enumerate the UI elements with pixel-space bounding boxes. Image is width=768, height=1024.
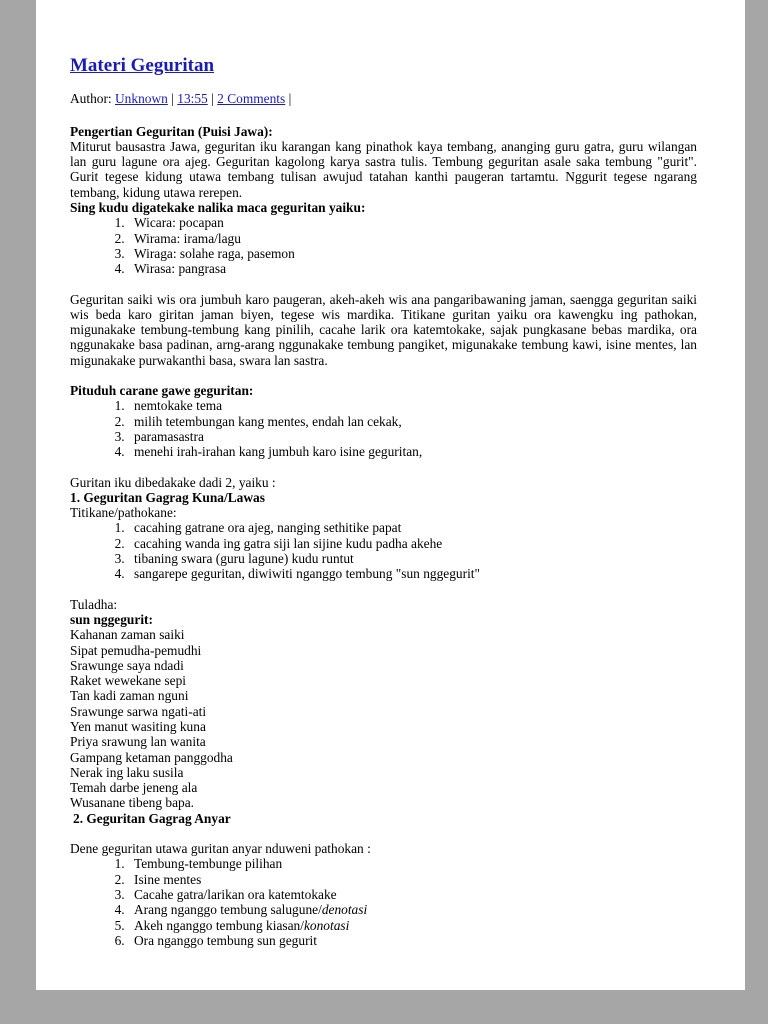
post-time-link[interactable]: 13:55 — [177, 91, 208, 107]
section-heading-gagrag-anyar: 2. Geguritan Gagrag Anyar — [73, 810, 231, 826]
author-name-link[interactable]: Unknown — [115, 91, 168, 107]
list-item-text: Tembung-tembunge pilihan — [134, 856, 283, 872]
titikane-list — [70, 520, 697, 581]
label-tuladha: Tuladha: — [70, 596, 118, 612]
wicara-wirama-list — [70, 215, 697, 276]
list-item-text: nemtokake tema — [134, 398, 223, 414]
list-item — [128, 414, 697, 429]
list-item-text: Wirasa: pangrasa — [134, 261, 227, 277]
list-item-italic: denotasi — [321, 902, 368, 918]
list-item — [128, 856, 697, 871]
list-item-text: paramasastra — [134, 428, 204, 444]
poem-line: Srawunge sarwa ngati-ati — [70, 703, 207, 719]
list-item — [128, 887, 697, 902]
poem-line: Nerak ing laku susila — [70, 764, 184, 780]
section-heading-pituduh: Pituduh carane gawe geguritan: — [70, 383, 254, 399]
list-item — [128, 215, 697, 230]
paragraph-pengertian: Miturut bausastra Jawa, geguritan iku karangan kang pinathok kaya tembang, ananging guru gatra, guru wilangan lan guru lagune ora ajeg. Geguritan kagolong karya sastra tulis. Tembung geguritan asale saka tembung "gurit". Gurit tegese kidung utawa tembang tulisan awujud tatahan kanthi paugeran tartamtu. Nggurit tegese ngarang tembang, kidung utawa rerepen. — [70, 138, 697, 200]
poem-line: Priya srawung lan wanita — [70, 734, 206, 750]
author-separator: | — [171, 91, 174, 107]
list-item — [128, 246, 697, 261]
list-item-italic: konotasi — [303, 917, 350, 933]
section-heading-sing-kudu: Sing kudu digatekake nalika maca geguritan yaiku: — [70, 200, 366, 216]
section-heading-pengertian: Pengertian Geguritan (Puisi Jawa): — [70, 123, 273, 139]
document-page — [36, 0, 745, 990]
list-item-text: Akeh nganggo tembung kiasan/ — [134, 917, 304, 933]
list-item-text: sangarepe geguritan, diwiwiti nganggo tembung "sun nggegurit" — [134, 566, 480, 582]
list-item-text: menehi irah-irahan kang jumbuh karo isine geguritan, — [134, 444, 423, 460]
poem-line: Srawunge saya ndadi — [70, 657, 184, 673]
list-item-text: tibaning swara (guru lagune) kudu runtut — [134, 551, 354, 567]
list-item-text: Ora nganggo tembung sun gegurit — [134, 932, 317, 948]
list-item — [128, 933, 697, 948]
poem-line: Temah darbe jeneng ala — [70, 780, 198, 796]
poem-line: Gampang ketaman panggodha — [70, 749, 233, 765]
list-item — [128, 902, 697, 917]
page-bottom-margin — [0, 990, 768, 1024]
poem-title: sun nggegurit: — [70, 611, 153, 627]
section-heading-gagrag-kuna: 1. Geguritan Gagrag Kuna/Lawas — [70, 489, 265, 505]
author-separator: | — [288, 91, 292, 107]
list-item-text: cacahing wanda ing gatra siji lan sijine kudu padha akehe — [134, 535, 443, 551]
poem-line: Kahanan zaman saiki — [70, 627, 185, 643]
subheading-titikane: Titikane/pathokane: — [70, 505, 177, 521]
list-item — [128, 444, 697, 459]
list-item — [128, 918, 697, 933]
list-item — [128, 872, 697, 887]
author-separator: | — [211, 91, 214, 107]
pituduh-list — [70, 398, 697, 459]
list-item — [128, 551, 697, 566]
list-item — [128, 520, 697, 535]
pathokan-anyar-list — [70, 856, 697, 948]
list-item — [128, 566, 697, 581]
intro-dibedakake: Guritan iku dibedakake dadi 2, yaiku : — [70, 474, 276, 490]
author-line — [70, 91, 697, 106]
poem-line: Yen manut wasiting kuna — [70, 718, 206, 734]
list-item-text: Wicara: pocapan — [134, 215, 224, 231]
document-title-link[interactable]: Materi Geguritan — [70, 55, 215, 76]
comments-link[interactable]: 2 Comments — [217, 91, 286, 107]
poem-line: Wusanane tibeng bapa. — [70, 795, 195, 811]
paragraph-geguritan-saiki: Geguritan saiki wis ora jumbuh karo paugeran, akeh-akeh wis ana pangaribawaning jaman, saengga geguritan saiki wis beda karo giritan jaman biyen, tegese wis mardika. Titikane guritan yaiku ora kawengku ing pathokan, migunakake tembung-tembung kang pinilih, cacahe larik ora katemtokake, sajak pungkasane bebas mardika, ora nggunakake basa padinan, arng-arang nggunakake tembung pangiket, migunakake tembung kawi, isine mentes, lan migunakake purwakanthi basa, swara lan sastra. — [70, 291, 697, 368]
list-item-text: Arang nganggo tembung salugune/ — [134, 902, 322, 918]
intro-pathokan-anyar: Dene geguritan utawa guritan anyar nduweni pathokan : — [70, 841, 371, 857]
list-item-text: Isine mentes — [134, 871, 202, 887]
poem — [70, 627, 697, 811]
list-item — [128, 429, 697, 444]
list-item-text: milih tetembungan kang mentes, endah lan cekak, — [134, 413, 402, 429]
poem-line: Tan kadi zaman nguni — [70, 688, 189, 704]
list-item — [128, 398, 697, 413]
author-label: Author: — [70, 91, 112, 107]
list-item-text: cacahing gatrane ora ajeg, nanging sethitike papat — [134, 520, 402, 536]
list-item-text: Wiraga: solahe raga, pasemon — [134, 245, 295, 261]
list-item — [128, 536, 697, 551]
list-item — [128, 231, 697, 246]
list-item-text: Cacahe gatra/larikan ora katemtokake — [134, 886, 337, 902]
poem-line: Sipat pemudha-pemudhi — [70, 642, 202, 658]
poem-line: Raket wewekane sepi — [70, 673, 187, 689]
list-item-text: Wirama: irama/lagu — [134, 230, 241, 246]
list-item — [128, 261, 697, 276]
